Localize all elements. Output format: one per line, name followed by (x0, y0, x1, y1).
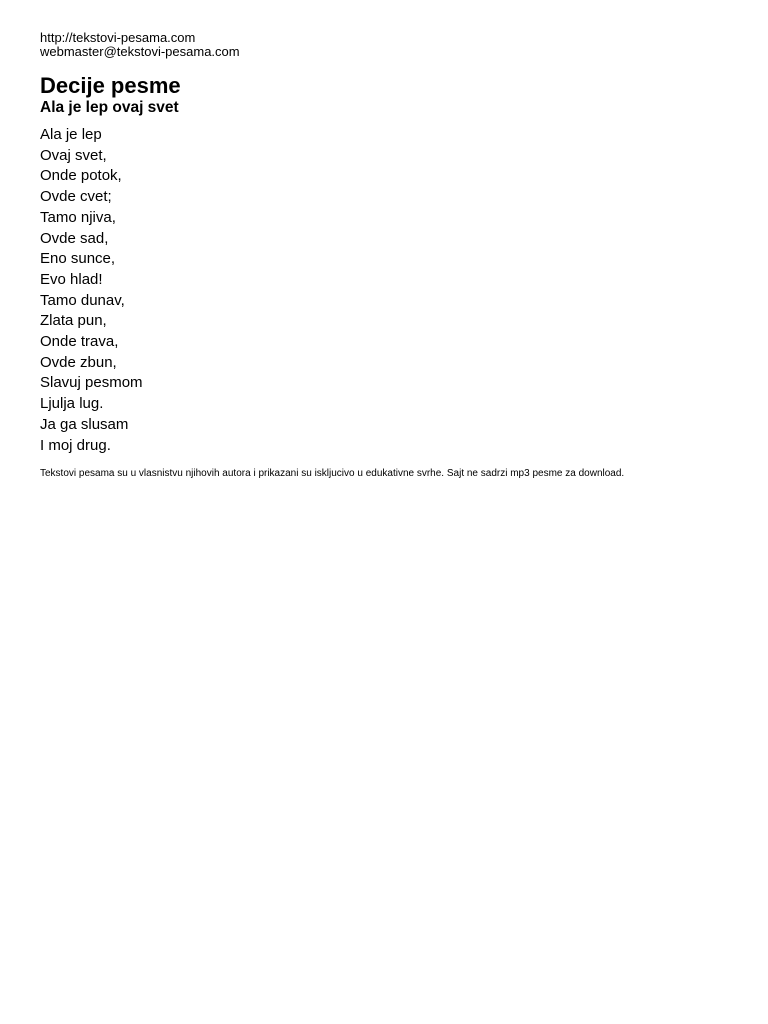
song-title: Ala je lep ovaj svet (40, 99, 179, 116)
lyric-line: Ala je lep (40, 126, 102, 143)
lyric-line: Zlata pun, (40, 312, 107, 330)
lyric-line: Ovde sad, (40, 229, 109, 247)
lyric-line: Ovde zbun, (40, 353, 117, 371)
lyric-line: Tamo dunav, (40, 291, 125, 309)
lyric-line: Onde trava, (40, 333, 119, 351)
webmaster-email[interactable]: webmaster@tekstovi-pesama.com (40, 44, 240, 59)
lyric-line: Tamo njiva, (40, 208, 116, 226)
lyric-line: Evo hlad! (40, 270, 103, 288)
lyric-line: Ovde cvet; (40, 188, 112, 206)
lyric-line: Slavuj pesmom (40, 374, 143, 392)
footer-disclaimer: Tekstovi pesama su u vlasnistvu njihovih autora i prikazani su iskljucivo u edukativne svrhe. Sajt ne sadrzi mp3 pesme za download. (40, 468, 625, 480)
lyric-line: Onde potok, (40, 167, 122, 185)
category-heading: Decije pesme (40, 73, 181, 98)
lyric-line: Eno sunce, (40, 250, 116, 268)
document-page (40, 31, 740, 480)
lyric-line: I moj drug. (40, 436, 111, 454)
site-url[interactable]: http://tekstovi-pesama.com (40, 30, 196, 45)
lyric-line: Ja ga slusam (40, 415, 129, 433)
lyric-line: Ljulja lug. (40, 395, 104, 413)
lyrics-list (40, 125, 740, 456)
lyric-line: Ovaj svet, (40, 146, 107, 164)
